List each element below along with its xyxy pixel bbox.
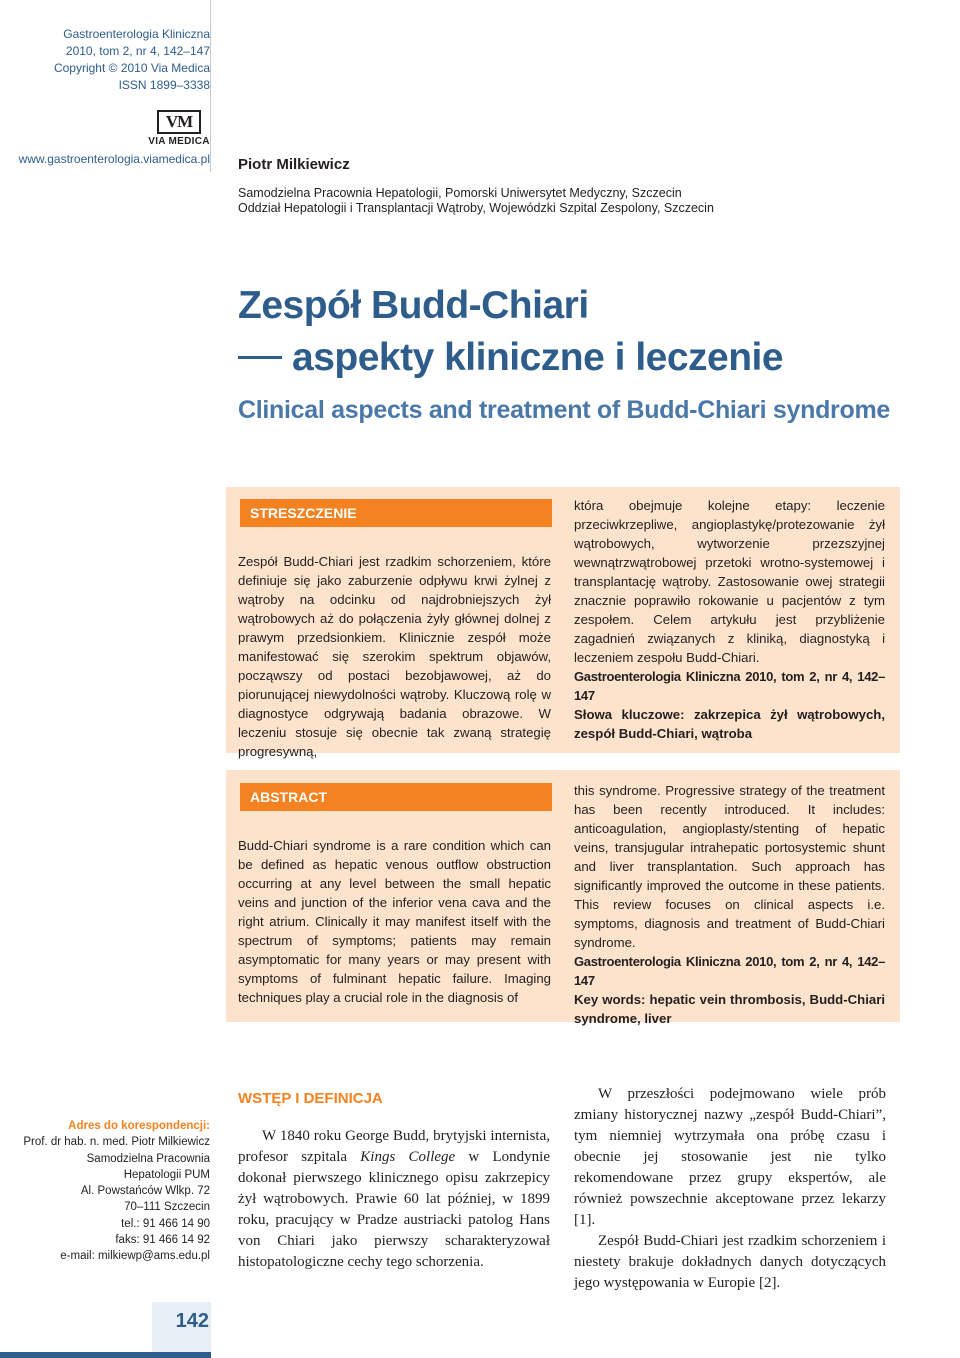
abstract-box: [226, 770, 900, 1026]
body-paragraph: W przeszłości podejmowano wiele prób zmiany historycznej nazwy „zespół Budd-Chiari”, tym niemniej wytrzymała ona próbę czasu i obecnie jej stosowanie jest nie tylko rekomendowane przez grupy ekspertów, ale również powszechnie akceptowane przez lekarzy [1].: [574, 1086, 886, 1228]
author-name: Piotr Milkiewicz: [238, 156, 350, 173]
body-column-2: [574, 1084, 886, 1294]
abstract-left-text: Budd-Chiari syndrome is a rare condition which can be defined as hepatic venous outflow obstruction occurring at any level between the small hepatic veins and junction of the inferior vena cava and the right atrium. Clinically it may manifest itself with the spectrum of symptoms; patients may remain asymptomatic for many years or may present with symptoms of fulminant hepatic failure. Imaging techniques play a crucial role in the diagnosis of: [238, 838, 551, 1005]
title-dash: [238, 356, 282, 359]
page-number: 142: [175, 1310, 209, 1332]
title-line-2: aspekty kliniczne i leczenie: [292, 336, 784, 379]
affiliation-1: Samodzielna Pracownia Hepatologii, Pomorski Uniwersytet Medyczny, Szczecin: [238, 186, 682, 200]
abstract-label: ABSTRACT: [240, 783, 552, 811]
abstract-right-text: this syndrome. Progressive strategy of the treatment has been recently introduced. It includes: anticoagulation, angioplasty/stenting of hepatic veins, transjugular intrahepatic portosystemic shunt and liver transplantation. Such approach has significantly improved the outcome in these patients. This review focuses on clinical aspects i.e. symptoms, diagnosis and treatment of Budd-Chiari syndrome.: [574, 783, 885, 950]
correspondence-line: 70–111 Szczecin: [124, 1201, 210, 1214]
body-text: w Londynie dokonał pierwszego klinicznego opisu zakrzepicy żył wątrobowych. Prawie 60 lat później, w 1899 roku, pracujący w Pradze austriacki patolog Hans von Chiari jako pierwszy scharakteryzował histopatologiczne cechy tego schorzenia.: [238, 1149, 550, 1270]
title-line-1: Zespół Budd-Chiari: [238, 284, 589, 327]
journal-meta: [0, 26, 210, 94]
correspondence-line: Hepatologii PUM: [123, 1168, 210, 1181]
affiliation-2: Oddział Hepatologii i Transplantacji Wątroby, Wojewódzki Szpital Zespolony, Szczecin: [238, 201, 714, 215]
abstract-citation: Gastroenterologia Kliniczna 2010, tom 2, nr 4, 142–147: [574, 954, 885, 988]
affiliations: [238, 186, 714, 216]
body-paragraph: [238, 1126, 550, 1273]
correspondence-address: [0, 1118, 210, 1265]
streszczenie-keywords: Słowa kluczowe: zakrzepica żył wątrobowych, zespół Budd-Chiari, wątroba: [574, 707, 885, 741]
logo-mark: VM: [157, 110, 201, 134]
streszczenie-box: [226, 487, 900, 759]
correspondence-line: Samodzielna Pracownia: [86, 1152, 210, 1165]
abstract-right-column: [574, 781, 885, 1028]
streszczenie-right-text: która obejmuje kolejne etapy: leczenie przeciwkrzepliwe, angioplastykę/protezowanie żył wątrobowych, wytworzenie przezszyjnej wewnątrzwątrobowej przetoki wrotno-systemowej i transplantację wątroby. Zastosowanie owej strategii znacznie poprawiło rokowanie u pacjentów z tym zespołem. Celem artykułu jest przybliżenie zagadnień związanych z kliniką, diagnostyką i leczeniem zespołu Budd-Chiari.: [574, 498, 885, 665]
streszczenie-citation: Gastroenterologia Kliniczna 2010, tom 2, nr 4, 142–147: [574, 669, 885, 703]
journal-website-link[interactable]: www.gastroenterologia.viamedica.pl: [18, 152, 210, 166]
body-text: W 1840 roku George Budd, brytyjski internista, profesor szpitala: [238, 1128, 550, 1165]
journal-issue: 2010, tom 2, nr 4, 142–147: [65, 44, 210, 58]
body-paragraph: Zespół Budd-Chiari jest rzadkim schorzeniem i niestety brakuje dokładnych danych dotyczących jego występowania w Europie [2].: [574, 1233, 886, 1291]
title-line-2-wrap: [238, 332, 938, 384]
abstract-left-column: [238, 836, 551, 1007]
correspondence-heading: Adres do korespondencji:: [68, 1120, 210, 1132]
correspondence-line: Al. Powstańców Wlkp. 72: [80, 1185, 210, 1198]
streszczenie-left-column: [238, 552, 551, 761]
streszczenie-right-column: [574, 496, 885, 743]
article-title: [238, 280, 938, 384]
journal-issn: ISSN 1899–3338: [118, 78, 210, 92]
correspondence-line: Prof. dr hab. n. med. Piotr Milkiewicz: [23, 1136, 210, 1149]
correspondence-fax: faks: 91 466 14 92: [115, 1234, 210, 1247]
section-heading: WSTĘP I DEFINICJA: [238, 1090, 383, 1107]
page-footer-bar: [0, 1352, 211, 1358]
body-text-italic: Kings College: [360, 1149, 456, 1165]
article-subtitle: Clinical aspects and treatment of Budd-Chiari syndrome: [238, 396, 890, 424]
header-divider: [210, 0, 211, 172]
streszczenie-left-text: Zespół Budd-Chiari jest rzadkim schorzeniem, które definiuje się jako zaburzenie odpływu krwi żylnej z wątroby na odcinku od najdrobniejszych żył wątrobowych aż do połączenia żyły głównej dolnej z prawym przedsionkiem. Klinicznie zespół może manifestować się szerokim spektrum objawów, począwszy od postaci bezobjawowej, aż do piorunującej niewydolności wątroby. Kluczową rolę w diagnostyce odgrywają badania obrazowe. W leczeniu stosuje się obecnie tak zwaną strategię progresywną,: [238, 554, 551, 759]
correspondence-phone: tel.: 91 466 14 90: [121, 1217, 210, 1230]
abstract-keywords: Key words: hepatic vein thrombosis, Budd-Chiari syndrome, liver: [574, 992, 885, 1026]
logo-text: VIA MEDICA: [148, 136, 210, 147]
body-column-1: [238, 1126, 550, 1273]
journal-copyright: Copyright © 2010 Via Medica: [53, 61, 210, 75]
via-medica-logo: [145, 110, 213, 147]
journal-name: Gastroenterologia Kliniczna: [63, 27, 210, 41]
streszczenie-label: STRESZCZENIE: [240, 499, 552, 527]
correspondence-email[interactable]: e-mail: milkiewp@ams.edu.pl: [60, 1250, 210, 1263]
